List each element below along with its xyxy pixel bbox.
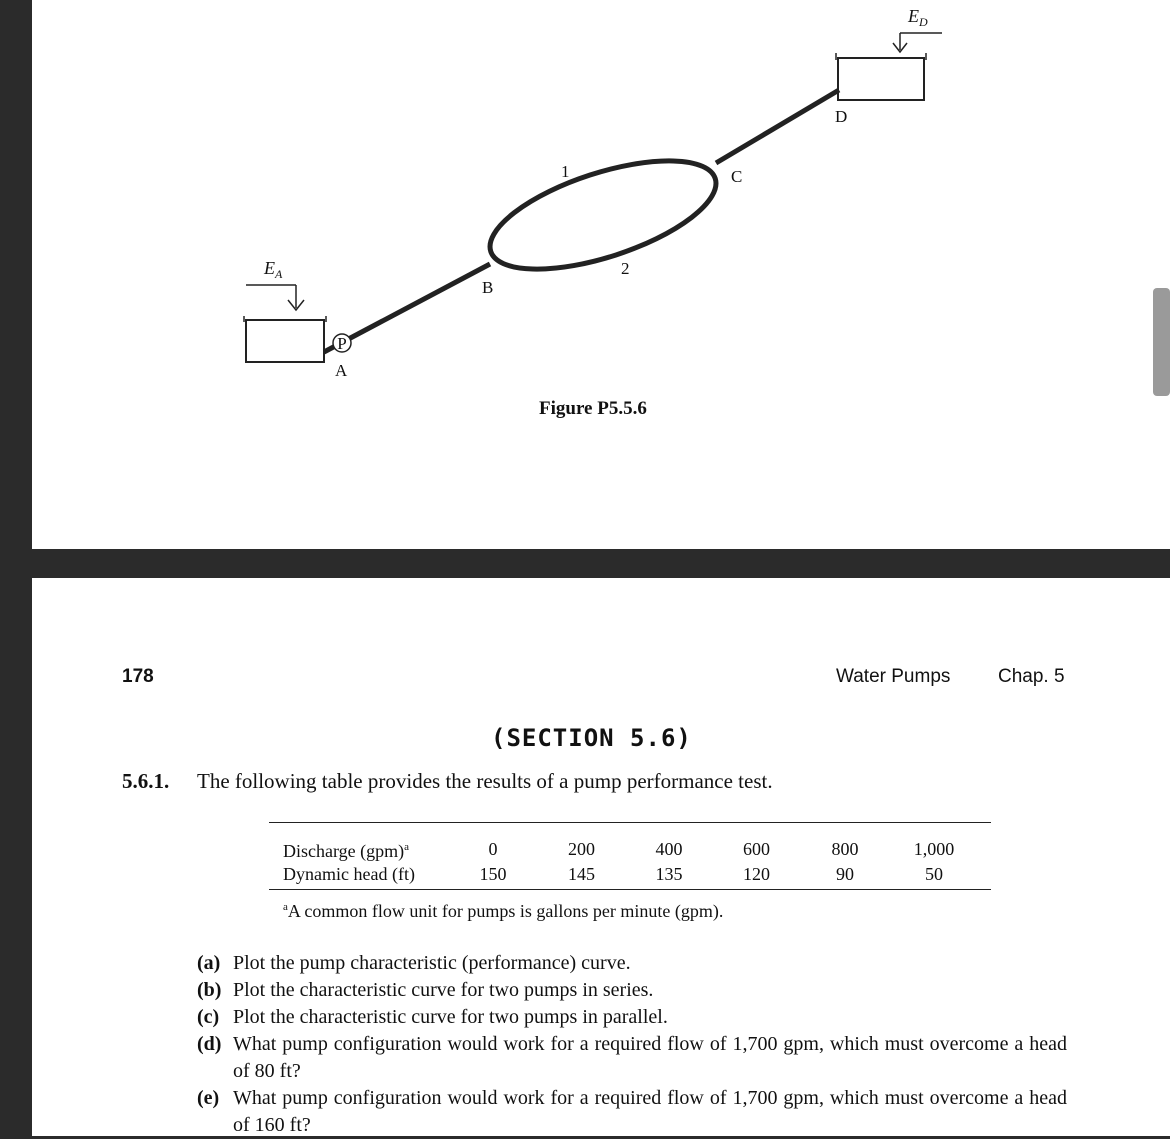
row-label: Discharge (gpm)$^a$: [283, 841, 410, 861]
pipe-loop: [478, 139, 728, 292]
page-number: 178: [122, 666, 154, 687]
node-c-label: C: [731, 167, 743, 186]
table-cell: 800: [831, 839, 859, 859]
pipe-2-label: 2: [621, 259, 630, 278]
part-c: (c) Plot the characteristic curve for two pumps in parallel.: [197, 1006, 668, 1028]
pump-label: P: [337, 334, 347, 353]
problem-number: 5.6.1.: [122, 769, 170, 793]
table-cell: 120: [743, 864, 770, 884]
pipe-network-figure: [0, 0, 1170, 549]
table-cell: 600: [743, 839, 770, 859]
table-cell: 50: [925, 864, 943, 884]
table-cell: 0: [488, 839, 498, 859]
table-bottom-rule: [269, 889, 991, 890]
table-top-rule: [269, 822, 991, 823]
reservoir-a: [246, 320, 324, 362]
figure-caption: Figure P5.5.6: [539, 398, 647, 419]
part-e: (e) What pump configuration would work for a required flow of 1,700 gpm, which must overcome a head of 160 ft?: [197, 1087, 1067, 1136]
row-label: Dynamic head (ft): [283, 864, 415, 884]
table-cell: 1,000: [913, 839, 955, 859]
table-cell: 150: [479, 864, 507, 884]
node-d-label: D: [835, 107, 848, 126]
reservoir-d: [838, 58, 924, 100]
node-b-label: B: [482, 278, 494, 297]
pipe-1-label: 1: [561, 162, 570, 181]
problem-parts: [197, 950, 1067, 1139]
section-heading: (SECTION 5.6): [491, 724, 692, 752]
table-cell: 400: [655, 839, 683, 859]
label-ea: $E_A$: [264, 258, 283, 281]
running-title: Water Pumps: [836, 666, 951, 687]
part-d: (d) What pump configuration would work for a required flow of 1,700 gpm, which must overcome a head of 80 ft?: [197, 1033, 1067, 1082]
performance-table: [283, 836, 988, 886]
problem-statement: The following table provides the results of a pump performance test.: [197, 769, 773, 793]
table-cell: 90: [836, 864, 854, 884]
table-row: [283, 836, 988, 863]
part-b: (b) Plot the characteristic curve for two pumps in series.: [197, 979, 654, 1001]
table-cell: 135: [655, 864, 683, 884]
chapter-label: Chap. 5: [998, 666, 1065, 687]
table-cell: 200: [568, 839, 595, 859]
node-a-label: A: [335, 361, 348, 380]
label-ed: $E_D$: [908, 6, 928, 29]
pipe-c-d: [716, 90, 839, 163]
part-a: (a) Plot the pump characteristic (performance) curve.: [197, 952, 631, 974]
table-footnote: $^a$A common flow unit for pumps is gallons per minute (gpm).: [283, 901, 724, 921]
table-cell: 145: [568, 864, 595, 884]
table-row: [283, 863, 988, 886]
